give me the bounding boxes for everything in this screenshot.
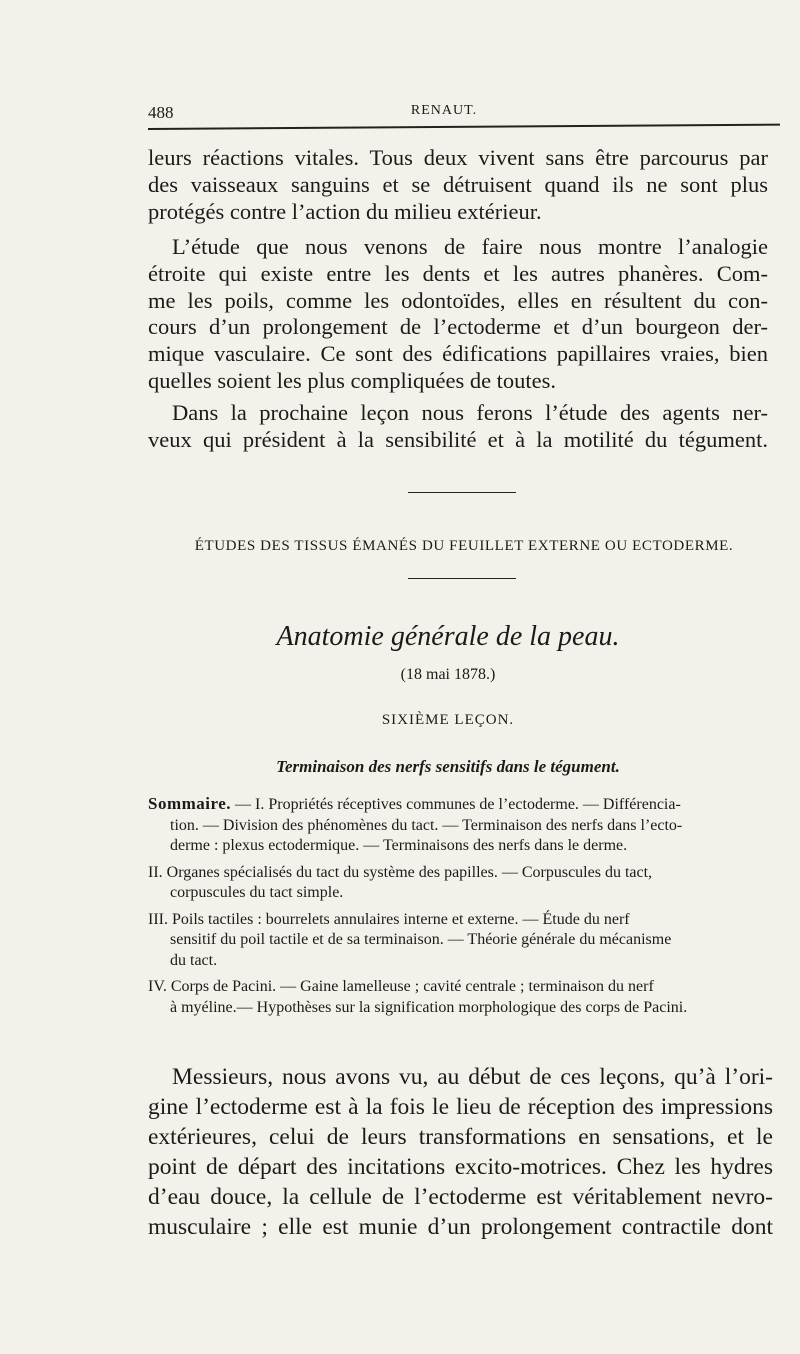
summary-label: Sommaire. [148,794,232,813]
text-line: veux qui président à la sensibilité et à la motilité du tégument. [148,426,768,452]
summary-item [148,977,768,1018]
lecture-subtitle: Terminaison des nerfs sensitifs dans le tégument. [276,757,620,776]
text-line: me les poils, comme les odontoïdes, elles en résultent du con- [148,287,768,313]
text-line: musculaire ; elle est munie d’un prolongement contractile dont [148,1214,773,1240]
paragraph-4 [148,1062,773,1242]
lecture-summary [148,794,768,1024]
text-line: cours d’un prolongement de l’ectoderme et d’un bourgeon der- [148,314,768,340]
summary-text: IV. Corps de Pacini. — Gaine lamelleuse ; cavité centrale ; terminaison du nerf [148,978,654,995]
summary-item [148,910,768,972]
summary-text: tion. — Division des phénomènes du tact. — Terminaison des nerfs dans l’ecto- [170,816,683,834]
page-number: 488 [148,103,174,122]
summary-item [148,863,768,904]
text-line: Dans la prochaine leçon nous ferons l’étude des agents ner- [172,400,768,425]
text-line: mique vasculaire. Ce sont des édifications papillaires vraies, bien [148,341,768,367]
summary-text: — I. Propriétés réceptives communes de l’ectoderme. — Différencia- [231,796,681,813]
lecture-number: SIXIÈME LEÇON. [381,712,515,728]
lecture-date: (18 mai 1878.) [400,666,496,683]
summary-item [148,794,768,857]
summary-text: corpuscules du tact simple. [170,884,344,901]
text-line: extérieures, celui de leurs transformations en sensations, et le [148,1124,773,1150]
summary-text: sensitif du poil tactile et de sa terminaison. — Théorie générale du mécanisme [170,931,672,948]
section-divider [408,492,516,493]
text-line: protégés contre l’action du milieu extérieur. [148,198,542,224]
text-line: L’étude que nous venons de faire nous montre l’analogie [172,234,768,259]
text-line: quelles soient les plus compliquées de toutes. [148,367,557,393]
running-header [148,103,740,127]
text-line: étroite qui existe entre les dents et les autres phanères. Com- [148,260,768,286]
section-divider [408,578,516,579]
chapter-title: Anatomie générale de la peau. [276,621,620,652]
running-head-author: RENAUT. [410,103,478,118]
text-line: Messieurs, nous avons vu, au début de ces leçons, qu’à l’ori- [172,1064,773,1090]
text-line: point de départ des incitations excito-motrices. Chez les hydres [148,1154,773,1180]
summary-text: derme : plexus ectodermique. — Terminaisons des nerfs dans le derme. [170,837,628,854]
text-line: leurs réactions vitales. Tous deux vivent sans être parcourus par [148,145,768,170]
summary-text: à myéline.— Hypothèses sur la signification morphologique des corps de Pacini. [170,998,688,1016]
summary-text: du tact. [170,951,218,969]
summary-text: III. Poils tactiles : bourrelets annulaires interne et externe. — Étude du nerf [148,910,630,928]
text-line: d’eau douce, la cellule de l’ectoderme est véritablement nevro- [148,1184,773,1210]
section-title: ÉTUDES DES TISSUS ÉMANÉS DU FEUILLET EXTERNE OU ECTODERME. [194,538,734,554]
paragraph-2 [148,234,768,395]
paragraph-3 [148,400,768,454]
text-line: des vaisseaux sanguins et se détruisent quand ils ne sont plus [148,171,768,197]
paragraph-1 [148,145,768,225]
text-line: gine l’ectoderme est à la fois le lieu de réception des impressions [148,1094,773,1120]
summary-text: II. Organes spécialisés du tact du système des papilles. — Corpuscules du tact, [148,863,653,881]
